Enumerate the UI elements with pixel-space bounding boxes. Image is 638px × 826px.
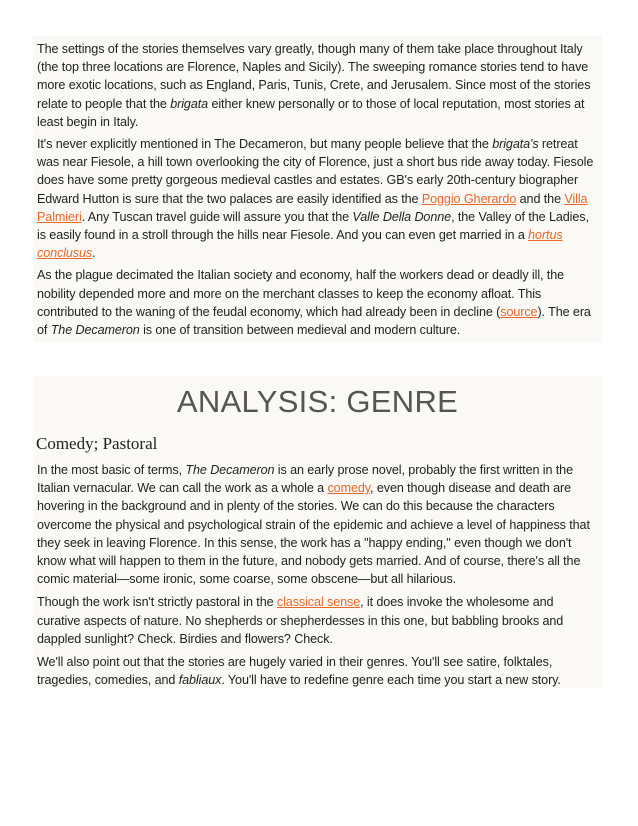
- link-text[interactable]: hortus conclusus: [37, 228, 563, 261]
- settings-paragraph-2: [33, 135, 602, 262]
- genre-paragraph-3: [33, 653, 602, 689]
- settings-section: [33, 36, 602, 342]
- text: . You'll have to redefine genre each time you start a new story.: [221, 673, 561, 688]
- text: ). The era of: [37, 304, 591, 338]
- poggio-gherardo-link[interactable]: Poggio Gherardo: [421, 191, 517, 206]
- text: It's never explicitly mentioned in The Decameron, but many people believe that the: [37, 137, 493, 152]
- settings-paragraph-3: [33, 266, 602, 339]
- text: As the plague decimated the Italian society and economy, half the workers dead or deadly ill, the nobility depended more and more on the merchant classes to keep the economy afloat. This contributed to the waning of the feudal economy, which had already been in decline (: [37, 268, 565, 319]
- text: The settings of the stories themselves vary greatly, though many of them take place throughout Italy (the top three locations are Florence, Naples and Sicily). The sweeping romance stories tend to have more exotic locations, such as England, Paris, Tunis, Crete, and Jerusalem. Since most of the stories relate to people that the: [37, 42, 591, 111]
- genre-paragraph-2: [33, 593, 602, 648]
- text: , it does invoke the wholesome and curative aspects of nature. No shepherds or shepherdesses in this one, but babbling brooks and dappled sunlight? Check. Birdies and flowers? Check.: [37, 595, 564, 646]
- text: either knew personally or to those of local reputation, most stories at least begin in Italy.: [37, 96, 585, 129]
- text: We'll also point out that the stories are hugely varied in their genres. You'll see satire, folktales, tragedies, comedies, and: [37, 655, 553, 688]
- text: Though the work isn't strictly pastoral in the: [37, 595, 277, 610]
- italic-text: fabliaux: [178, 673, 222, 688]
- text: retreat was near Fiesole, a hill town overlooking the city of Florence, just a short bus ride away today. Fiesole does have some pretty gorgeous medieval castles and estates. GB's early 20th-century biographer Edward Hutton is sure that the two palaces are easily identified as the: [37, 137, 594, 206]
- villa-palmieri-link[interactable]: Villa Palmieri: [37, 191, 588, 224]
- text: is an early prose novel, probably the first written in the Italian vernacular. We can call the work as a whole a: [37, 463, 573, 496]
- genre-section: [33, 376, 602, 688]
- text: , the Valley of the Ladies, is easily found in a stroll through the hills near Fiesole. And you can even get married in a: [37, 209, 589, 243]
- classical-sense-link[interactable]: classical sense: [276, 595, 361, 610]
- italic-text: brigata's: [492, 137, 539, 152]
- italic-text: brigata: [170, 96, 209, 111]
- italic-text: The Decameron: [50, 323, 140, 338]
- comedy-link[interactable]: comedy: [327, 481, 371, 496]
- text: is one of transition between medieval and modern culture.: [139, 323, 461, 338]
- section-title: ANALYSIS: GENRE: [176, 384, 459, 419]
- italic-text: Valle Della Donne: [352, 209, 452, 224]
- text: , even though disease and death are hovering in the background and in plenty of the stories. We can do this because the characters overcome the physical and psychological strain of the epidemic and achieve a level of happiness that they seek in leaving Florence. In this sense, the work has a "happy ending," even though we don't know what will happen to them in the future, and nobody gets married. And of course, there's all the comic material—some ironic, some coarse, some obscene—but all hilarious.: [37, 481, 590, 587]
- text: In the most basic of terms,: [37, 463, 186, 477]
- source-link[interactable]: source: [500, 304, 538, 319]
- text: and the: [516, 191, 565, 206]
- settings-paragraph-1: [33, 40, 602, 131]
- genre-paragraph-1: [33, 461, 602, 588]
- italic-text: The Decameron: [185, 463, 275, 477]
- section-subtitle: Comedy; Pastoral: [36, 434, 158, 453]
- text: .: [92, 246, 96, 261]
- text: . Any Tuscan travel guide will assure you that the: [81, 209, 353, 224]
